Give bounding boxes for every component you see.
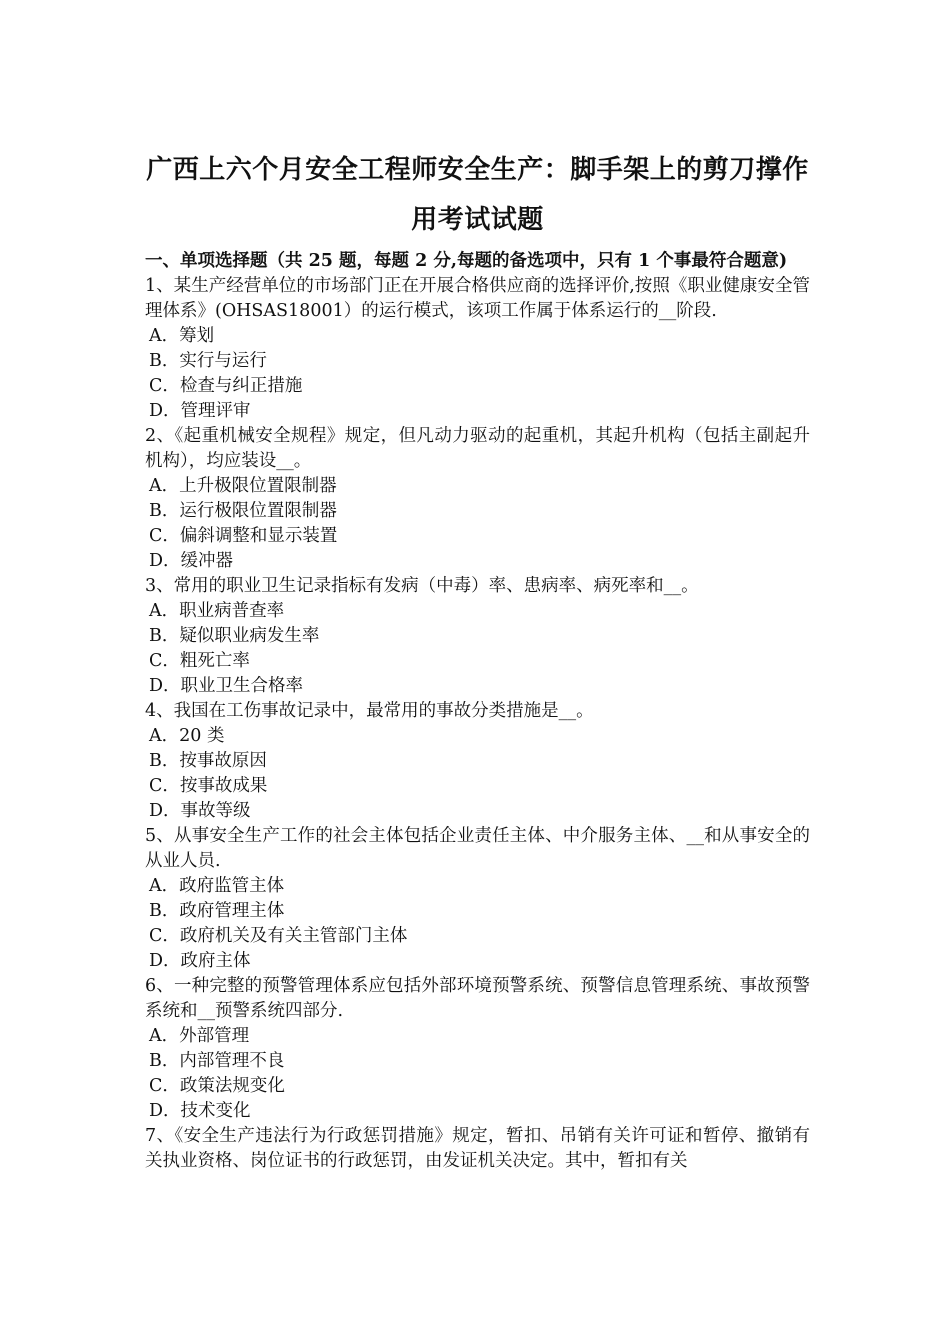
question-7 [145, 1124, 810, 1174]
question-6 [145, 974, 810, 1124]
answer-option: B．实行与运行 [149, 351, 267, 371]
question-stem: 2、《起重机械安全规程》规定，但凡动力驱动的起重机，其起升机构（包括主副起升机构），均应装设__。 [145, 426, 810, 471]
question-stem: 3、常用的职业卫生记录指标有发病（中毒）率、患病率、病死率和__。 [145, 576, 699, 596]
answer-option: A．上升极限位置限制器 [149, 476, 337, 496]
answer-option: D．管理评审 [149, 401, 251, 421]
question-1 [145, 274, 810, 424]
question-stem: 1、某生产经营单位的市场部门正在开展合格供应商的选择评价,按照《职业健康安全管理体系》(OHSAS18001）的运行模式，该项工作属于体系运行的__阶段. [145, 276, 810, 321]
answer-option: B．按事故原因 [149, 751, 267, 771]
question-3 [145, 574, 810, 699]
document-title: 广西上六个月安全工程师安全生产：脚手架上的剪刀撑作用考试试题 [146, 155, 809, 235]
question-stem: 4、我国在工伤事故记录中，最常用的事故分类措施是__。 [145, 701, 594, 721]
question-5 [145, 824, 810, 974]
answer-option: A．20 类 [149, 726, 225, 746]
answer-option: C．按事故成果 [149, 776, 268, 796]
answer-option: C．政策法规变化 [149, 1076, 285, 1096]
answer-option: C．粗死亡率 [149, 651, 250, 671]
answer-option: D．缓冲器 [149, 551, 234, 571]
answer-option: B．内部管理不良 [149, 1051, 285, 1071]
answer-option: D．事故等级 [149, 801, 251, 821]
answer-option: C．偏斜调整和显示装置 [149, 526, 338, 546]
question-4 [145, 699, 810, 824]
question-2 [145, 424, 810, 574]
answer-option: C．检查与纠正措施 [149, 376, 303, 396]
question-stem: 7、《安全生产违法行为行政惩罚措施》规定，暂扣、吊销有关许可证和暂停、撤销有关执业资格、岗位证书的行政惩罚，由发证机关决定。其中，暂扣有关 [145, 1126, 810, 1171]
answer-option: C．政府机关及有关主管部门主体 [149, 926, 408, 946]
question-stem: 6、一种完整的预警管理体系应包括外部环境预警系统、预警信息管理系统、事故预警系统和__预警系统四部分. [145, 976, 810, 1021]
section-heading: 一、单项选择题（共 25 题，每题 2 分,每题的备选项中，只有 1 个事最符合题意) [145, 251, 788, 271]
answer-option: A．职业病普查率 [149, 601, 285, 621]
answer-option: B．政府管理主体 [149, 901, 285, 921]
answer-option: D．职业卫生合格率 [149, 676, 304, 696]
answer-option: B．运行极限位置限制器 [149, 501, 337, 521]
answer-option: A．政府监管主体 [149, 876, 285, 896]
document-content [145, 145, 810, 1174]
question-list [145, 274, 810, 1174]
question-stem: 5、从事安全生产工作的社会主体包括企业责任主体、中介服务主体、__和从事安全的从业人员. [145, 826, 810, 871]
answer-option: D．政府主体 [149, 951, 251, 971]
answer-option: A．筹划 [149, 326, 215, 346]
answer-option: B．疑似职业病发生率 [149, 626, 320, 646]
answer-option: A．外部管理 [149, 1026, 250, 1046]
answer-option: D．技术变化 [149, 1101, 251, 1121]
